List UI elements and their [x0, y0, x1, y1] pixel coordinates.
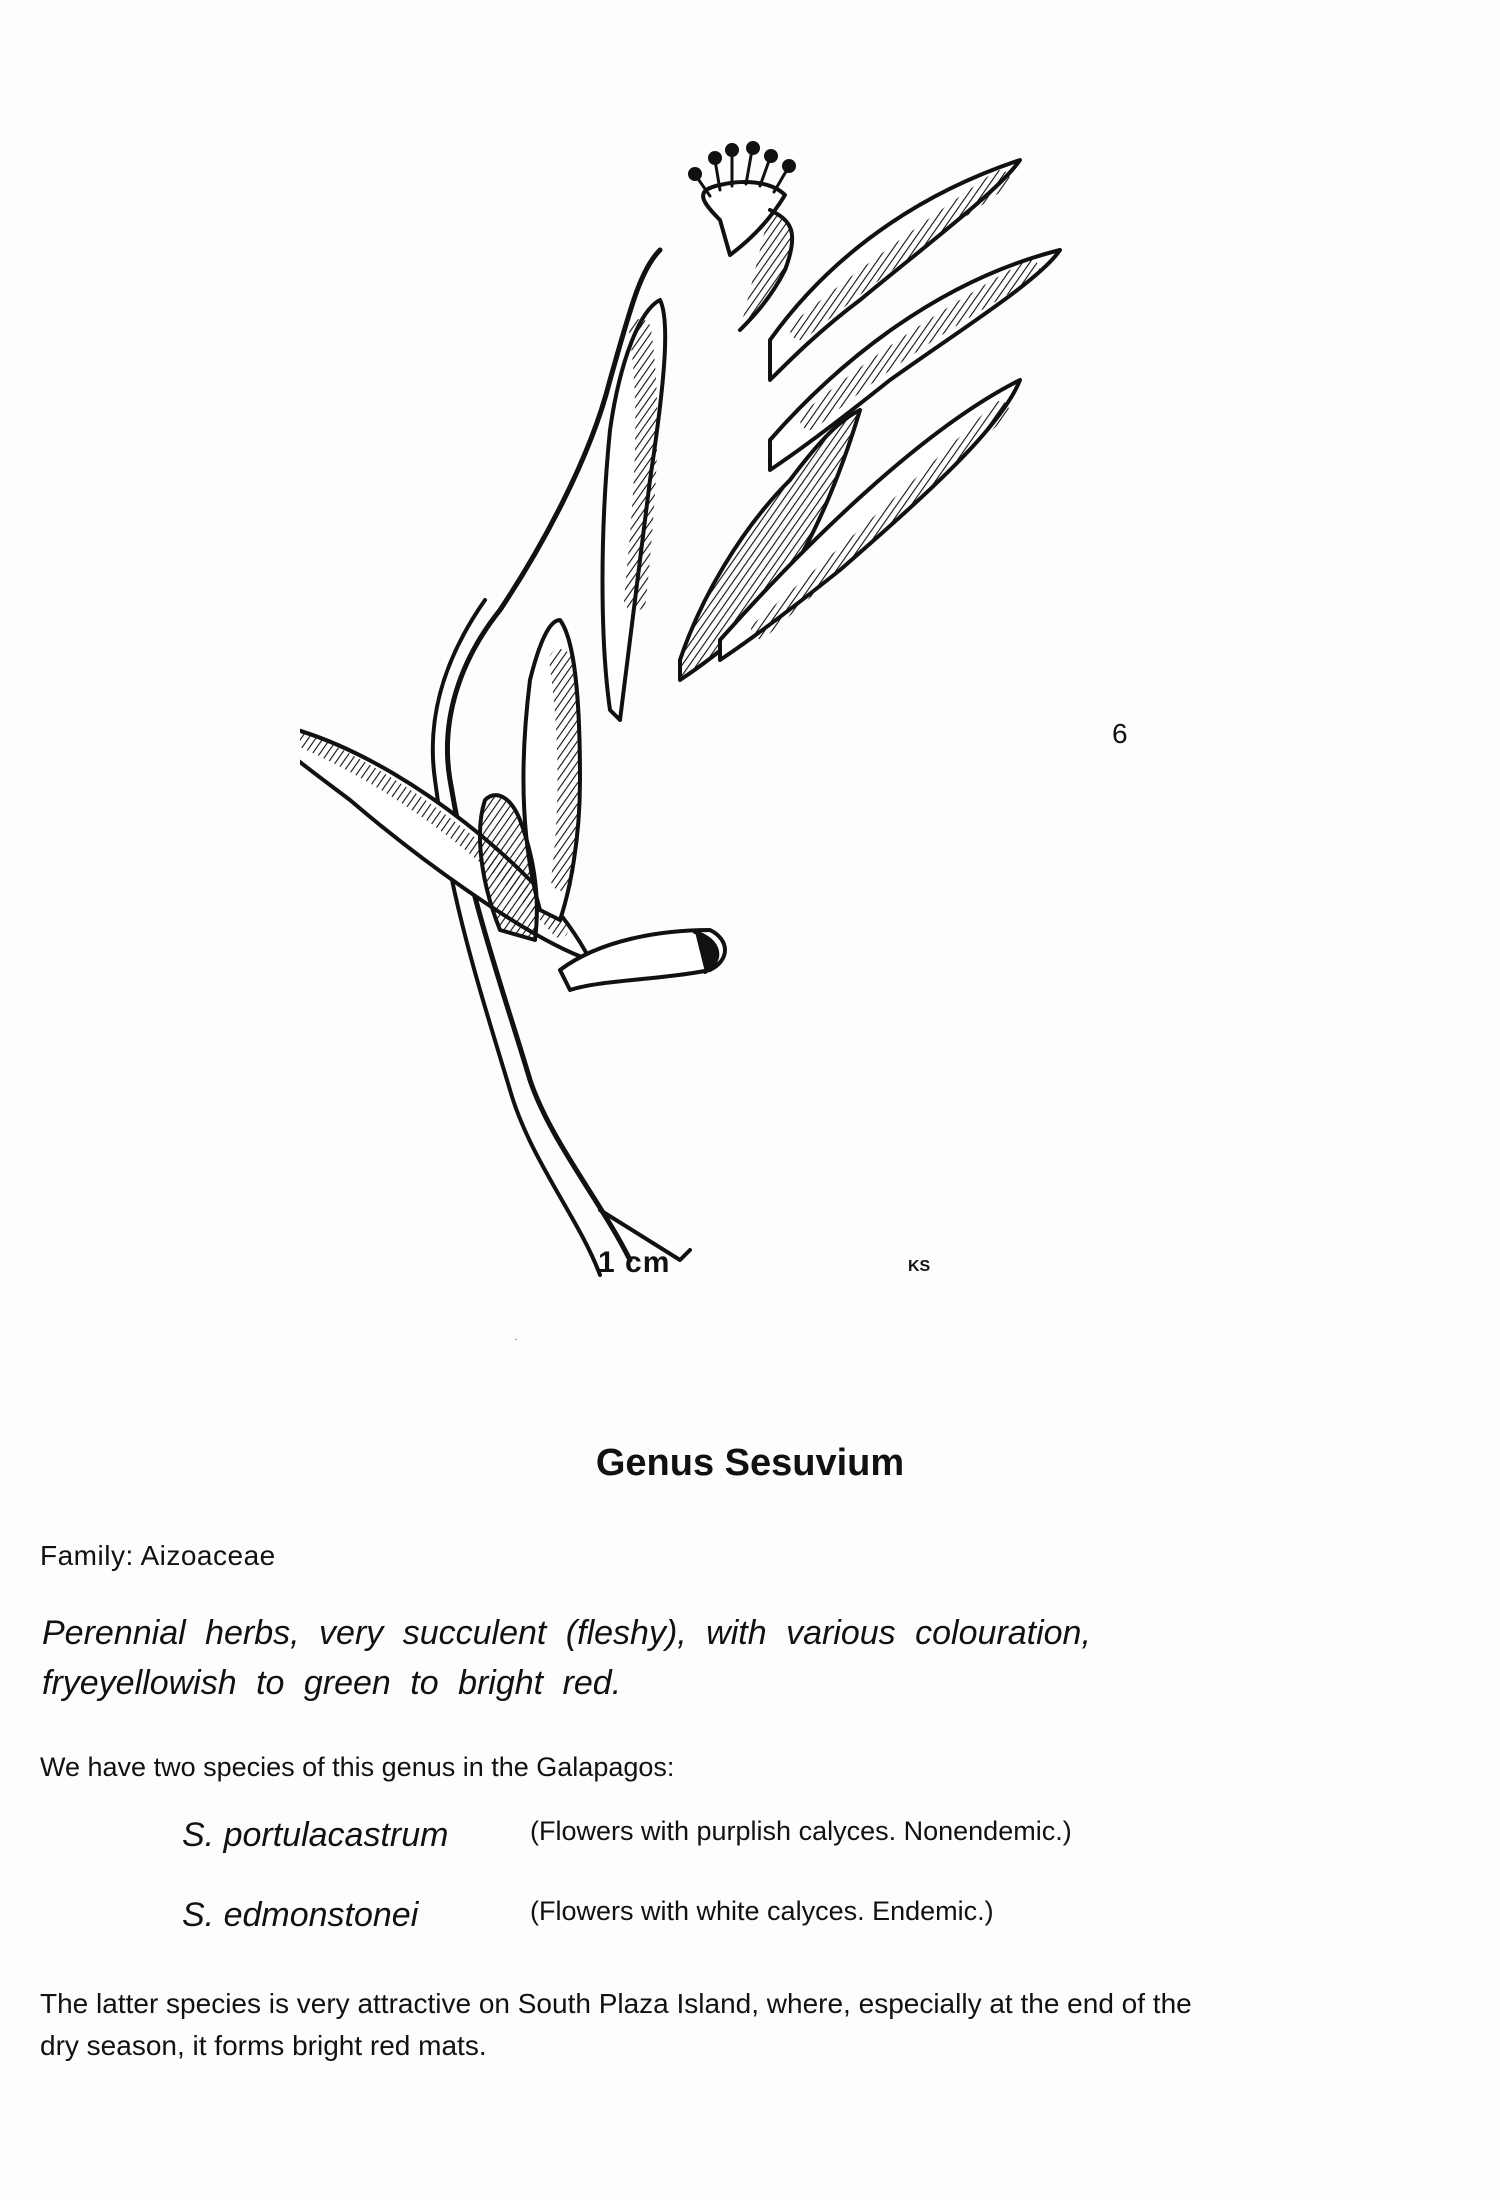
page-title: Genus Sesuvium	[595, 1442, 905, 1484]
species-name: S. portulacastrum	[182, 1816, 449, 1854]
species-note: (Flowers with white calyces. Endemic.)	[530, 1896, 994, 1926]
page-number: 6	[1112, 718, 1128, 749]
closing-line-1: The latter species is very attractive on South Plaza Island, where, especially at the end of the	[40, 1988, 1192, 2019]
sesuvium-plant-illustration	[300, 80, 1100, 1340]
species-intro: We have two species of this genus in the Galapagos:	[40, 1752, 675, 1782]
closing-line-2: dry season, it forms bright red mats.	[40, 2030, 487, 2061]
flower	[690, 143, 794, 330]
description-line-1: Perennial herbs, very succulent (fleshy), with various colouration,	[42, 1614, 1091, 1652]
species-note: (Flowers with purplish calyces. Nonendemic.)	[530, 1816, 1072, 1846]
scale-label: 1 cm	[598, 1246, 671, 1279]
species-name: S. edmonstonei	[182, 1896, 419, 1934]
family-line: Family: Aizoaceae	[40, 1540, 276, 1571]
artist-initials: KS	[908, 1258, 931, 1275]
closing-paragraph	[40, 1983, 1460, 2067]
genus-description	[42, 1608, 1442, 1708]
description-line-2: fryeyellowish to green to bright red.	[42, 1664, 622, 1702]
